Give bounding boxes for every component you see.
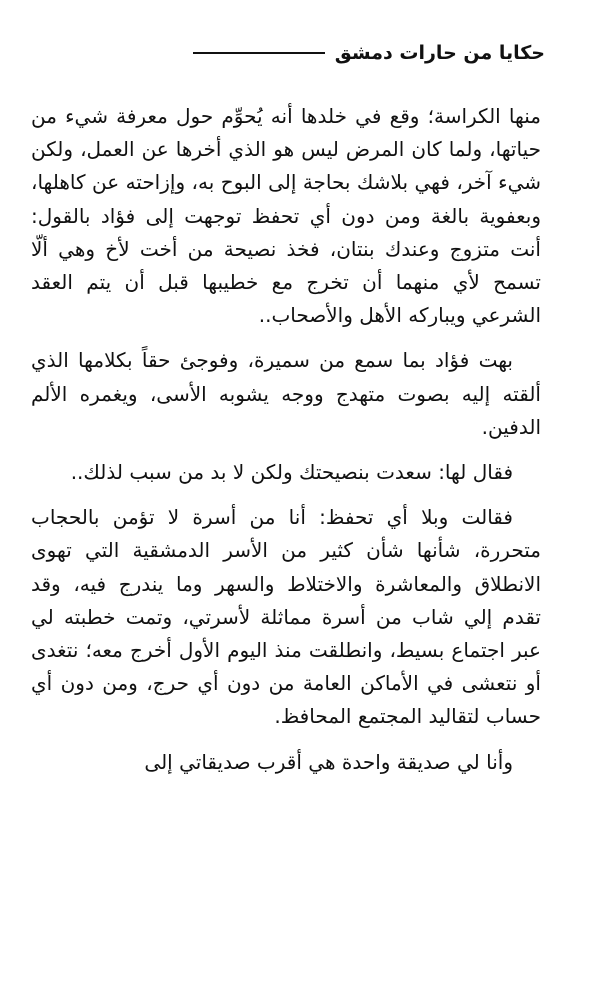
running-header (193, 38, 545, 68)
body-text (31, 100, 541, 791)
paragraph: فقال لها: سعدت بنصيحتك ولكن لا بد من سبب لذلك.. (70, 460, 513, 485)
paragraph: فقالت وبلا أي تحفظ: أنا من أسرة لا تؤمن بالحجاب متحررة، شأنها شأن كثير من الأسر الدمشقية التي تهوى الانطلاق والمعاشرة والاختلاط والسهر وما يندرج فيه، وقد تقدم إلي شاب من أسرة مماثلة لأسرتي، وتمت خطبته لي عبر اجتماع بسيط، وانطلقت منذ اليوم الأول أخرج معه؛ نتغدى أو نتعشى في الأماكن العامة من دون أي حرج، ومن دون أي حساب لتقاليد المجتمع المحافظ. (31, 505, 541, 729)
paragraph: بهت فؤاد بما سمع من سميرة، وفوجئ حقاً بكلامها الذي ألقته إليه بصوت متهدج ووجه يشوبه الأسى، ويغمره الألم الدفين. (31, 348, 541, 439)
paragraph: منها الكراسة؛ وقع في خلدها أنه يُحوِّم حول معرفة شيء من حياتها، ولما كان المرض ليس هو الذي أخرها عن العمل، ولكن شيء آخر، فهي بلاشك بحاجة إلى البوح به، وإزاحته عن كاهلها، وبعفوية بالغة ومن دون أي تحفظ توجهت إلى فؤاد بالقول: أنت متزوج وعندك بنتان، فخذ نصيحة من أخت لأخ وهي ألّا تسمح لأي منهما أن تخرج مع خطيبها قبل أن يتم العقد الشرعي ويباركه الأهل والأصحاب.. (31, 104, 541, 328)
book-title: حكايا من حارات دمشق (334, 42, 545, 64)
header-rule (193, 52, 325, 54)
paragraph: وأنا لي صديقة واحدة هي أقرب صديقاتي إلى (144, 749, 513, 774)
